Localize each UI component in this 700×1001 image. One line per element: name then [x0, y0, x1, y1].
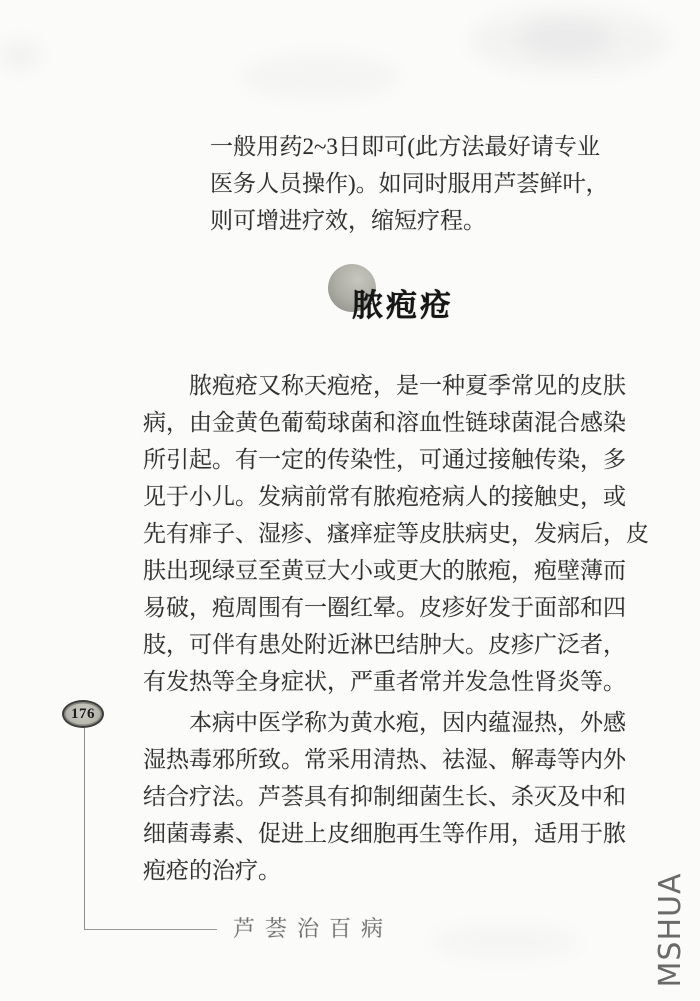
text-line: 肤出现绿豆至黄豆大小或更大的脓疱，疱壁薄而	[143, 558, 626, 583]
scan-smudge	[240, 55, 400, 99]
text-line: 细菌毒素、促进上皮细胞再生等作用，适用于脓	[143, 821, 626, 846]
text-line: 脓疱疮又称天疱疮，是一种夏季常见的皮肤	[189, 373, 626, 398]
scan-smudge	[470, 8, 670, 74]
text-line: 所引起。有一定的传染性，可通过接触传染，多	[143, 447, 626, 472]
text-line: 一般用药2~3日即可(此方法最好请专业	[210, 134, 600, 159]
scan-smudge	[430, 925, 580, 959]
text-line: 肢，可伴有患处附近淋巴结肿大。皮疹广泛者，	[143, 632, 626, 657]
section-title: 脓疱疮	[352, 288, 454, 323]
text-line: 病，由金黄色葡萄球菌和溶血性链球菌混合感染	[143, 410, 626, 435]
text-line: 见于小儿。发病前常有脓疱疮病人的接触史，或	[143, 484, 626, 509]
intro-paragraph	[210, 128, 609, 239]
scan-smudge	[520, 18, 610, 58]
text-line: 易破，疱周围有一圈红晕。皮疹好发于面部和四	[143, 595, 626, 620]
text-line: 结合疗法。芦荟具有抑制细菌生长、杀灭及中和	[143, 784, 626, 809]
scan-smudge	[0, 40, 40, 70]
page-number-connector-line	[84, 728, 217, 930]
text-line: 本病中医学称为黄水疱，因内蕴湿热，外感	[189, 710, 626, 735]
text-line: 湿热毒邪所致。常采用清热、祛湿、解毒等内外	[143, 747, 626, 772]
watermark-text: MSHUA	[652, 872, 688, 988]
text-line: 先有痱子、湿疹、瘙痒症等皮肤病史，发病后，皮	[143, 521, 649, 546]
book-footer-title: 芦荟治百病	[233, 916, 394, 941]
page-number: 176	[71, 705, 95, 722]
body-paragraph-1	[143, 367, 649, 700]
section-heading	[328, 264, 548, 324]
text-line: 有发热等全身症状，严重者常并发急性肾炎等。	[143, 669, 626, 694]
text-line: 则可增进疗效，缩短疗程。	[210, 208, 486, 233]
page-number-badge	[62, 700, 104, 728]
text-line: 医务人员操作)。如同时服用芦荟鲜叶，	[210, 171, 609, 196]
text-line: 疱疮的治疗。	[143, 858, 281, 883]
